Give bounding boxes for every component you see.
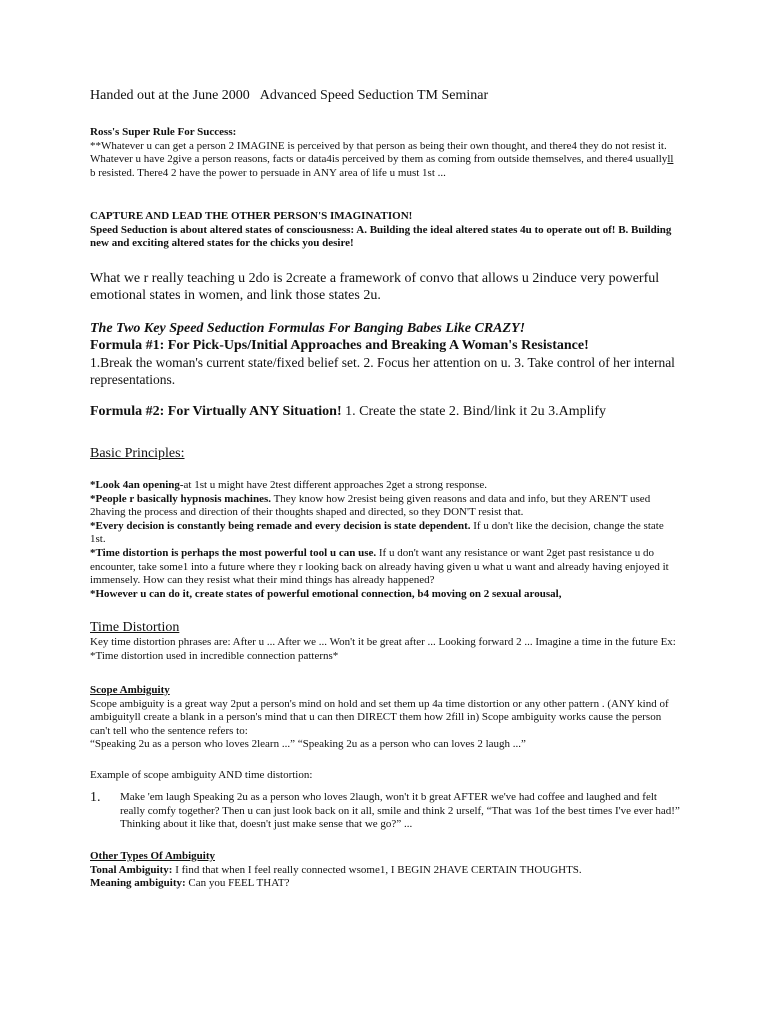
capture-title: CAPTURE AND LEAD THE OTHER PERSON'S IMAGINATION! — [90, 210, 413, 222]
principle-item: *Time distortion is perhaps the most powerful tool u can use. If u don't want any resistance or want 2get past resistance u do encounter, take some1 into a future where they r looking back on already having given u what u want and already having enjoyed it immensely. How can they resist what their mind things has already happened? — [90, 546, 669, 587]
formula-2-steps: 1. Create the state 2. Bind/link it 2u 3.Amplify — [341, 404, 607, 419]
scope-ambiguity-heading: Scope Ambiguity — [90, 684, 170, 696]
capture-section — [90, 210, 680, 251]
header-event: Handed out at the June 2000 — [90, 88, 250, 103]
scope-ambiguity-quote: “Speaking 2u as a person who loves 2learn ...” “Speaking 2u as a person who can loves 2 laugh ...” — [90, 738, 526, 751]
principle-item: *Every decision is constantly being remade and every decision is state dependent. If u don't like the decision, change the state 1st. — [90, 519, 664, 546]
list-text: Make 'em laugh Speaking 2u as a person who loves 2laugh, won't it b great AFTER we've had coffee and laughed and felt really comfy together? Then u can just look back on it all, smile and think 2 urself, “That was 1of the best times I've ever had!” Thinking about it like that, doesn't just make sense that we go?” ... — [120, 791, 680, 831]
time-distortion-body: Key time distortion phrases are: After u ... After we ... Won't it be great after ... Looking forward 2 ... Imagine a time in the future Ex: *Time distortion used in incredible connection patterns* — [90, 636, 676, 662]
header-seminar: Advanced Speed Seduction TM Seminar — [259, 88, 489, 103]
formula-2-title: Formula #2: For Virtually ANY Situation! — [90, 404, 342, 419]
list-number: 1. — [90, 790, 101, 805]
formulas-title: The Two Key Speed Seduction Formulas For Banging Babes Like CRAZY! — [90, 321, 526, 336]
super-rule-section — [90, 126, 680, 180]
time-distortion-heading: Time Distortion — [90, 620, 180, 635]
formula-1-steps: 1.Break the woman's current state/fixed belief set. 2. Focus her attention on u. 3. Take control of her internal representations. — [90, 355, 675, 387]
meaning-ambiguity: Meaning ambiguity: Can you FEEL THAT? — [90, 877, 290, 890]
formula-2 — [90, 404, 680, 420]
formula-1-title: Formula #1: For Pick-Ups/Initial Approaches and Breaking A Woman's Resistance! — [90, 338, 589, 353]
example-list — [90, 791, 680, 832]
scope-ambiguity-body: Scope ambiguity is a great way 2put a person's mind on hold and set them up 4a time distortion or any other pattern . (ANY kind of ambiguityll create a blank in a person's mind that u can then DIRECT them how 2fill in) Scope ambiguity works cause the person can't tell who the sentence refers to: — [90, 697, 669, 737]
basic-principles-heading: Basic Principles: — [90, 446, 185, 461]
teaching-paragraph: What we r really teaching u 2do is 2create a framework of convo that allows u 2induce very powerful emotional states in women, and link those states 2u. — [90, 271, 660, 303]
basic-principles-list — [90, 479, 680, 601]
principle-item: *However u can do it, create states of powerful emotional connection, b4 moving on 2 sexual arousal, — [90, 587, 562, 600]
formulas-section — [90, 321, 680, 388]
tonal-ambiguity: Tonal Ambiguity: I find that when I feel really connected wsome1, I BEGIN 2HAVE CERTAIN THOUGHTS. — [90, 863, 582, 876]
super-rule-body: **Whatever u can get a person 2 IMAGINE is perceived by that person as being their own thought, and there4 they do not resist it. Whatever u have 2give a person reasons, facts or data4is perceived by them as coming from outside themselves, and there4 usuallyll b resisted. There4 2 have the power to persuade in ANY area of life u must 1st ... — [90, 139, 674, 179]
super-rule-title: Ross's Super Rule For Success: — [90, 126, 237, 138]
principle-item: *People r basically hypnosis machines. They know how 2resist being given reasons and data and info, but they AREN'T used 2having the process and direction of their thoughts shaped and directed, so they DON'T resist that. — [90, 492, 651, 519]
time-distortion-section — [90, 620, 680, 663]
example-intro: Example of scope ambiguity AND time distortion: — [90, 769, 313, 781]
list-item — [90, 791, 680, 832]
scope-ambiguity-section — [90, 684, 680, 752]
principle-item: *Look 4an opening-at 1st u might have 2test different approaches 2get a strong response. — [90, 479, 487, 491]
document-header — [90, 88, 680, 104]
other-ambiguity-heading: Other Types Of Ambiguity — [90, 850, 215, 862]
capture-body: Speed Seduction is about altered states of consciousness: A. Building the ideal altered states 4u to operate out of! B. Building new and exciting altered states for the chicks you desire! — [90, 223, 672, 250]
other-ambiguity-section — [90, 850, 680, 891]
